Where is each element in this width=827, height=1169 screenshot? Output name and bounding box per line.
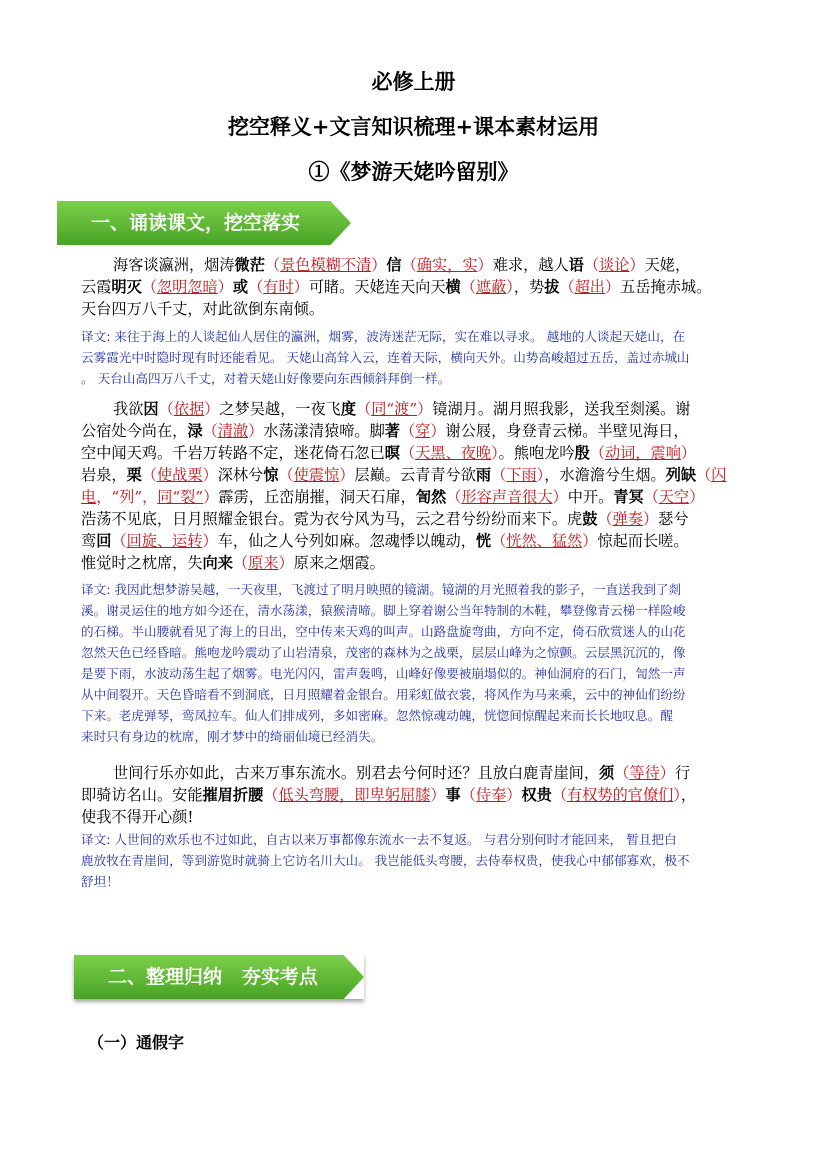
answer-bracket: ） [248,422,264,440]
translation-line: 来时只有身边的枕席，刚才梦中的绮丽仙境已经消失。 [81,729,384,744]
translation-line: 从中间裂开。天色昏暗看不到洞底，日月照耀着金银台。用彩虹做衣裳，将风作为马来乘，云中的神仙们纷纷 [81,687,686,702]
answer-bracket: （ [399,444,416,462]
answer-bracket: ） [203,488,219,506]
poem-paragraph-1 [81,254,749,320]
text-segment: 公宿处今尚在， [81,422,188,440]
keyword: 殷 [574,444,590,462]
answer-bracket: （ [202,422,218,440]
keyword: 事 [445,786,461,804]
answer-bracket: （ [460,786,476,804]
keyword: 明灭 [111,278,142,296]
keyword: 因 [143,400,159,418]
keyword: 訇然 [415,488,447,506]
keyword: 须 [599,764,615,782]
poem-paragraph-2 [81,398,749,574]
text-segment: 惊起而长嗟。 [597,532,689,550]
answer-text: 闪 [711,466,727,484]
answer-text: 谈论 [599,256,630,274]
translation-3 [81,829,749,892]
answer-bracket: ） [629,256,645,274]
keyword: 信 [386,256,402,274]
text-segment: 。熊咆龙吟 [498,444,575,462]
answer-text: 遮蔽 [475,278,507,296]
keyword: 度 [340,400,356,418]
answer-bracket: （ [158,400,174,418]
translation-line: 忽然天色已经昏暗。熊咆龙吟震动了山岩清泉，茂密的森林为之战栗，层层山峰为之惊颤。云层黑沉沉的，像 [81,645,686,660]
section-banner-2 [74,955,364,999]
answer-text: 回旋、运转 [126,532,203,550]
para-line [81,784,749,806]
text-segment: ，水澹澹兮生烟。 [544,466,666,484]
answer-bracket: ） [430,786,446,804]
answer-bracket: ） [339,466,355,484]
keyword: 渌 [187,422,203,440]
poem-paragraph-3 [81,762,749,828]
title-lesson: ①《梦游天姥吟留别》 [308,159,519,184]
keyword: 向来 [202,554,233,572]
answer-bracket: ） [202,466,218,484]
text-segment: 惟觉时之枕席，失 [81,554,203,572]
text-segment: 鸾 [81,532,97,550]
answer-bracket: （ [278,466,294,484]
para-line [81,298,749,320]
para-line [81,530,749,552]
answer-text: 低头弯腰，即卑躬屈膝 [278,786,431,804]
title-volume: 必修上册 [371,69,456,94]
answer-text: 下雨 [506,466,537,484]
answer-bracket: （ [491,466,507,484]
answer-bracket: ） [506,786,522,804]
keyword: 恍 [475,532,492,550]
answer-bracket: ） [278,554,294,572]
keyword: 拔 [544,278,560,296]
answer-bracket: ） [680,444,697,462]
answer-bracket: （ [583,256,599,274]
answer-bracket: ） [217,278,233,296]
answer-bracket: ） [642,510,659,528]
answer-text: 电 [81,488,97,506]
answer-text: 有权势的官僚们 [567,786,674,804]
para-line [81,420,749,442]
text-segment: 瑟兮 [658,510,689,528]
answer-bracket: （ [696,466,712,484]
text-segment: 中开。 [567,488,614,506]
translation-line: 是要下雨，水波动荡生起了烟雾。电光闪闪，雷声轰鸣，山峰好像要被崩塌似的。神仙洞府的石门，訇然一声 [81,666,686,681]
para-line [81,806,749,828]
text-segment: 使我不得开心颜! [81,808,194,826]
para-line [81,762,749,784]
answer-bracket: （ [141,278,157,296]
answer-bracket: ） [204,400,220,418]
text-segment: ，势 [513,278,545,296]
answer-bracket: ） [536,466,545,484]
answer-text: 等待 [629,764,660,782]
answer-bracket: （ [399,422,416,440]
para-line [81,552,749,574]
answer-bracket: （ [263,786,279,804]
para-line [81,486,749,508]
answer-bracket: （ [446,488,462,506]
answer-text: 天黑、夜晚 [415,444,492,462]
para-line [81,442,749,464]
section-banner-1-label: 一、诵读课文，挖空落实 [91,212,301,234]
translation-1 [81,326,749,389]
text-segment: 谢公屐，身登青云梯。半壁见海日， [445,422,689,440]
answer-bracket: （ [551,786,567,804]
text-segment: 浩荡不见底，日月照耀金银台。霓为衣兮风为马，云之君兮纷纷而来下。虎 [81,510,583,528]
answer-text: 使震惊 [293,466,340,484]
translation-line: 舒坦！ [81,874,119,889]
para-line [81,254,749,276]
answer-bracket: ） [552,488,568,506]
answer-bracket: （ [559,278,575,296]
answer-bracket: （ [589,444,605,462]
text-segment: 我欲 [113,400,144,418]
answer-bracket: （ [460,278,476,296]
text-segment: 原来之烟霞。 [293,554,385,572]
answer-bracket: ） [202,532,218,550]
answer-bracket: ） [659,764,675,782]
answer-bracket: ） [293,278,309,296]
text-segment: 行 [674,764,691,782]
translation-2 [81,579,749,747]
answer-bracket: （ [491,532,507,550]
keyword: 横 [445,278,461,296]
section-banner-2-label: 二、整理归纳 夯实考点 [108,966,318,988]
keyword: 暝 [384,444,400,462]
keyword: 著 [384,422,400,440]
answer-bracket: ） [506,278,514,296]
answer-bracket: （ [614,764,630,782]
answer-text: 原来 [248,554,279,572]
answer-bracket: （ [643,488,659,506]
para-line [81,276,749,298]
text-segment: 难求，越人 [492,256,569,274]
answer-bracket: （ [597,510,613,528]
subsection-heading: （一）通假字 [88,1033,185,1052]
para-line [81,464,749,486]
answer-text: 清澈 [217,422,249,440]
keyword: 雨 [475,466,492,484]
translation-line: 鹿放牧在青崖间，等到游览时就骑上它访名川大山。 我岂能低头弯腰，去侍奉权贵，使我心中郁郁寡欢，极不 [81,853,690,868]
keyword: 回 [96,532,112,550]
answer-bracket: （ [232,554,249,572]
text-segment: ， [680,786,697,804]
text-segment: 层巅。云青青兮欲 [354,466,476,484]
text-segment: 即骑访名山。安能 [81,786,203,804]
answer-bracket: （ [141,466,157,484]
text-segment: 岩泉， [81,466,127,484]
answer-bracket: ） [430,422,446,440]
answer-text: 同“渡” [371,400,418,418]
answer-text: 有时 [263,278,294,296]
text-segment: 镜湖月。湖月照我影，送我至剡溪。谢 [432,400,691,418]
para-line [81,398,749,420]
answer-text: 景色模糊不清 [280,256,372,274]
translation-line: 译文: 来往于海上的人谈起仙人居住的瀛洲，烟雾，波涛迷茫无际，实在难以寻求。 越地的人谈起天姥山，在 [81,329,686,344]
translation-line: 的石梯。半山腰就看见了海上的日出，空中传来天鸡的叫声。山路盘旋弯曲，方向不定，倚石欣赏迷人的山花 [81,624,686,639]
answer-bracket: ） [371,256,387,274]
answer-text: 使战栗 [156,466,203,484]
text-segment: 霹雳，丘峦崩摧，洞天石扉， [218,488,416,506]
text-segment: 可睹。天姥连天向天 [308,278,446,296]
translation-line: 下来。老虎弹琴，鸾凤拉车。仙人们排成列，多如密麻。忽然惊魂动魄，恍惚间惊醒起来而长长地叹息。醒 [81,708,673,723]
translation-line: 译文: 人世间的欢乐也不过如此，自古以来万事都像东流水一去不复返。 与君分别何时才能回来， 暂且把白 [81,832,677,847]
answer-bracket: （ [264,256,281,274]
answer-text: 超出 [574,278,605,296]
answer-bracket: ） [582,532,598,550]
translation-line: 云雾霞光中时隐时现有时还能看见。 天姥山高耸入云，连着天际，横向天外。山势高峻超过五岳，盖过赤城山 [81,350,690,365]
answer-text: 侍奉 [475,786,507,804]
answer-bracket: ） [604,278,621,296]
keyword: 或 [232,278,249,296]
keyword: 权贵 [521,786,552,804]
keyword: 鼓 [582,510,598,528]
answer-bracket: ） [673,786,681,804]
answer-text: 天空 [658,488,690,506]
answer-bracket: ） [491,444,499,462]
keyword: 语 [568,256,584,274]
translation-line: 。 天台山高四万八千丈，对着天姥山好像要向东西倾斜拜倒一样。 [81,371,451,386]
answer-bracket: （ [401,256,417,274]
translation-line: 溪。谢灵运住的地方如今还在，清水荡漾，猿猴清啼。脚上穿着谢公当年特制的木鞋，攀登像青云梯一样险峻 [81,603,686,618]
answer-bracket: ） [477,256,493,274]
answer-text: 动词，震响 [604,444,681,462]
answer-text: 形容声音很大 [461,488,553,506]
answer-text: 恍然、猛然 [506,532,583,550]
answer-bracket: （ [356,400,372,418]
translation-line: 译文: 我因此想梦游吴越，一天夜里，飞渡过了明月映照的镜湖。镜湖的月光照着我的影子，一直送我到了剡 [81,582,682,597]
answer-text: 依据 [173,400,205,418]
text-segment: 海客谈瀛洲，烟涛 [113,256,235,274]
text-segment: 天姥， [644,256,691,274]
text-segment: 之梦吴越，一夜飞 [219,400,341,418]
keyword: 微茫 [234,256,265,274]
para-line [81,508,749,530]
section-banner-1 [57,201,351,245]
answer-bracket: ） [689,488,705,506]
answer-bracket: ） [417,400,433,418]
text-segment: 世间行乐亦如此，古来万事东流水。别君去兮何时还？且放白鹿青崖间， [113,764,599,782]
keyword: 青冥 [613,488,644,506]
text-segment: 空中闻天鸡。千岩万转路不定，迷花倚石忽已 [81,444,385,462]
keyword: 摧眉折腰 [202,786,264,804]
title-subject: 挖空释义+文言知识梳理+课本素材运用 [227,114,600,139]
text-segment: 水荡漾清猿啼。脚 [263,422,385,440]
keyword: 列缺 [665,466,697,484]
answer-bracket: （ [111,532,127,550]
text-segment: 五岳掩赤城。 [620,278,712,296]
answer-text: 穿 [415,422,431,440]
keyword: 栗 [126,466,142,484]
answer-text: 弹奏 [612,510,643,528]
answer-text: 同“裂” [157,488,204,506]
answer-bracket: （ [248,278,264,296]
text-segment: 天台四万八千丈，对此欲倒东南倾。 [81,300,324,318]
answer-bracket: ，“列”， [96,488,158,506]
answer-text: 确实，实 [416,256,478,274]
answer-text: 忽明忽暗 [156,278,218,296]
text-segment: 云霞 [81,278,112,296]
text-segment: 深林兮 [217,466,264,484]
keyword: 惊 [263,466,279,484]
text-segment: 车，仙之人兮列如麻。忽魂悸以魄动， [217,532,476,550]
